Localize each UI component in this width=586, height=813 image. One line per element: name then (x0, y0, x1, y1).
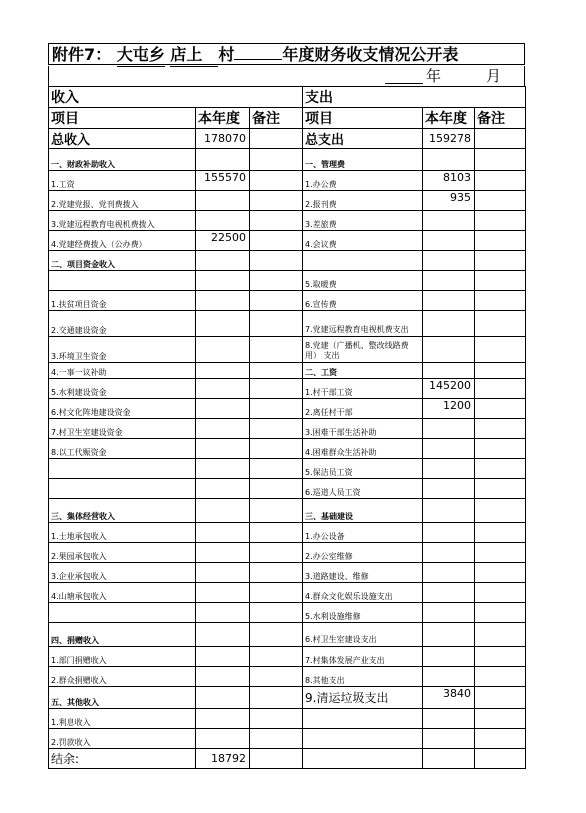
income-note (250, 419, 303, 439)
expense-item: 8.党建（广播机、整改线路费用） 支出 (303, 337, 423, 363)
income-note (250, 363, 303, 379)
expense-note (475, 459, 526, 479)
table-row (49, 479, 526, 499)
income-amount (196, 419, 250, 439)
expense-amount: 935 (423, 191, 475, 211)
income-amount (196, 729, 250, 749)
table-row (49, 623, 526, 647)
income-note-header: 备注 (250, 108, 303, 129)
income-amount (196, 149, 250, 171)
income-amount (196, 211, 250, 231)
income-item: 3.党建远程教育电视机费拨入 (49, 211, 196, 231)
income-item: 二、项目资金收入 (49, 251, 196, 271)
village-suffix: 村 (218, 45, 235, 64)
income-item: 2.罚款收入 (49, 729, 196, 749)
expense-item-header: 项目 (303, 108, 423, 129)
income-note (250, 149, 303, 171)
expense-note (475, 563, 526, 583)
expense-note (475, 399, 526, 419)
expense-item: 一、管理费 (303, 149, 423, 171)
income-note (250, 251, 303, 271)
expense-amount (423, 439, 475, 459)
income-amount (196, 291, 250, 311)
income-note (250, 171, 303, 191)
income-item: 2.群众捐赠收入 (49, 667, 196, 687)
income-note (250, 379, 303, 399)
income-amount (196, 311, 250, 337)
table-row (49, 251, 526, 271)
income-note (250, 709, 303, 729)
income-amount (196, 709, 250, 729)
income-item (49, 479, 196, 499)
income-item: 4.一事一议补助 (49, 363, 196, 379)
table-row (49, 311, 526, 337)
income-item-header: 项目 (49, 108, 196, 129)
expense-item: 2.离任村干部 (303, 399, 423, 419)
total-income-note (250, 129, 303, 149)
income-amount (196, 399, 250, 419)
expense-note (475, 687, 526, 709)
income-item: 1.工资 (49, 171, 196, 191)
income-item: 四、捐赠收入 (49, 623, 196, 647)
balance-value: 18792 (196, 749, 250, 769)
income-item: 一、财政补助收入 (49, 149, 196, 171)
expense-note (475, 379, 526, 399)
expense-note (475, 211, 526, 231)
income-note (250, 523, 303, 543)
expense-note (475, 623, 526, 647)
expense-amount (423, 337, 475, 363)
expense-amount: 8103 (423, 171, 475, 191)
balance-empty (423, 749, 475, 769)
income-amount (196, 191, 250, 211)
table-row (49, 363, 526, 379)
expense-item (303, 251, 423, 271)
expense-item: 5.水利设施维修 (303, 603, 423, 623)
table-row (49, 231, 526, 251)
expense-item: 三、基础建设 (303, 499, 423, 523)
expense-item: 1.办公设备 (303, 523, 423, 543)
expense-amount (423, 499, 475, 523)
income-item: 1.部门捐赠收入 (49, 647, 196, 667)
income-note (250, 337, 303, 363)
expense-item: 4.困难群众生活补助 (303, 439, 423, 459)
expense-item: 5.取暖费 (303, 271, 423, 291)
income-note (250, 311, 303, 337)
expense-item: 6.村卫生室建设支出 (303, 623, 423, 647)
expense-note (475, 667, 526, 687)
balance-label: 结余: (49, 749, 196, 769)
expense-item: 3.困难干部生活补助 (303, 419, 423, 439)
expense-note (475, 439, 526, 459)
expense-note (475, 583, 526, 603)
expense-year-header: 本年度 (423, 108, 475, 129)
expense-note (475, 419, 526, 439)
income-item: 三、集体经营收入 (49, 499, 196, 523)
year-blank (234, 59, 282, 60)
income-amount (196, 499, 250, 523)
expense-item: 二、工资 (303, 363, 423, 379)
total-expense-note (475, 129, 526, 149)
title-prefix: 附件7： (52, 45, 112, 64)
table-row (49, 667, 526, 687)
total-income-label: 总收入 (49, 129, 196, 149)
year-blank-line (385, 66, 423, 84)
income-note (250, 543, 303, 563)
table-row (49, 459, 526, 479)
income-item (49, 459, 196, 479)
table-row (49, 379, 526, 399)
income-year-header: 本年度 (196, 108, 250, 129)
expense-amount (423, 623, 475, 647)
balance-note (250, 749, 303, 769)
income-amount (196, 687, 250, 709)
income-amount (196, 623, 250, 647)
expense-amount (423, 667, 475, 687)
income-amount (196, 543, 250, 563)
expense-note (475, 149, 526, 171)
income-item: 6.村文化阵地建设资金 (49, 399, 196, 419)
expense-note (475, 729, 526, 749)
expense-item: 6.宣传费 (303, 291, 423, 311)
table-row (49, 583, 526, 603)
income-note (250, 687, 303, 709)
income-amount (196, 363, 250, 379)
expense-note (475, 709, 526, 729)
finance-table (48, 86, 526, 769)
income-item (49, 603, 196, 623)
income-item: 2.党建党报、党刊费拨入 (49, 191, 196, 211)
expense-item (303, 709, 423, 729)
expense-note (475, 271, 526, 291)
expense-header: 支出 (303, 87, 526, 108)
expense-amount (423, 603, 475, 623)
expense-note (475, 523, 526, 543)
expense-item: 7.党建远程教育电视机费支出 (303, 311, 423, 337)
expense-amount (423, 729, 475, 749)
month-label: 月 (486, 67, 502, 85)
expense-amount (423, 459, 475, 479)
expense-amount (423, 149, 475, 171)
table-row (49, 709, 526, 729)
table-row (49, 647, 526, 667)
expense-item: 8.其他支出 (303, 667, 423, 687)
table-row (49, 499, 526, 523)
township-name: 大屯乡 (117, 44, 165, 67)
expense-amount (423, 479, 475, 499)
income-amount (196, 271, 250, 291)
total-expense-label: 总支出 (303, 129, 423, 149)
expense-item: 6.巡道人员工资 (303, 479, 423, 499)
expense-amount (423, 211, 475, 231)
total-expense-value: 159278 (423, 129, 475, 149)
income-item: 五、其他收入 (49, 687, 196, 709)
expense-amount: 145200 (423, 379, 475, 399)
income-header: 收入 (49, 87, 303, 108)
table-row (49, 563, 526, 583)
expense-amount (423, 291, 475, 311)
income-amount (196, 459, 250, 479)
expense-amount (423, 543, 475, 563)
expense-note (475, 363, 526, 379)
income-note (250, 583, 303, 603)
income-note (250, 563, 303, 583)
expense-amount (423, 583, 475, 603)
expense-note (475, 291, 526, 311)
income-note (250, 399, 303, 419)
income-note (250, 479, 303, 499)
expense-item: 4.群众文化娱乐设施支出 (303, 583, 423, 603)
income-amount (196, 647, 250, 667)
expense-amount (423, 647, 475, 667)
income-amount (196, 667, 250, 687)
income-amount (196, 439, 250, 459)
expense-note-header: 备注 (475, 108, 526, 129)
income-amount (196, 583, 250, 603)
income-note (250, 623, 303, 647)
income-amount (196, 379, 250, 399)
village-name: 店上 (170, 44, 218, 67)
expense-item: 5.保洁员工资 (303, 459, 423, 479)
income-item: 2.果园承包收入 (49, 543, 196, 563)
income-item: 3.企业承包收入 (49, 563, 196, 583)
income-note (250, 729, 303, 749)
expense-amount: 3840 (423, 687, 475, 709)
income-note (250, 231, 303, 251)
balance-empty (303, 749, 423, 769)
expense-note (475, 499, 526, 523)
expense-note (475, 191, 526, 211)
expense-item: 3.差旅费 (303, 211, 423, 231)
income-note (250, 439, 303, 459)
expense-note (475, 603, 526, 623)
income-item: 1.利息收入 (49, 709, 196, 729)
date-line (48, 66, 525, 86)
income-amount: 155570 (196, 171, 250, 191)
expense-amount (423, 709, 475, 729)
income-amount (196, 479, 250, 499)
income-item: 3.环境卫生资金 (49, 337, 196, 363)
income-note (250, 211, 303, 231)
table-row (49, 149, 526, 171)
income-item: 5.水利建设资金 (49, 379, 196, 399)
income-amount (196, 563, 250, 583)
income-amount (196, 337, 250, 363)
table-row (49, 291, 526, 311)
table-row (49, 439, 526, 459)
expense-item: 1.办公费 (303, 171, 423, 191)
expense-amount (423, 523, 475, 543)
income-note (250, 291, 303, 311)
income-item: 8.以工代赈资金 (49, 439, 196, 459)
income-amount: 22500 (196, 231, 250, 251)
balance-row (49, 749, 526, 769)
income-note (250, 667, 303, 687)
expense-item: 2.报刊费 (303, 191, 423, 211)
expense-amount (423, 231, 475, 251)
title-rest: 年度财务收支情况公开表 (282, 45, 459, 64)
expense-item: 2.办公室维修 (303, 543, 423, 563)
expense-item: 1.村干部工资 (303, 379, 423, 399)
income-note (250, 191, 303, 211)
income-item (49, 271, 196, 291)
balance-empty (475, 749, 526, 769)
income-item: 1.扶贫项目资金 (49, 291, 196, 311)
table-row (49, 419, 526, 439)
expense-note (475, 231, 526, 251)
expense-item: 3.道路建设、维修 (303, 563, 423, 583)
table-row (49, 191, 526, 211)
income-item: 4.党建经费拨入（公办费） (49, 231, 196, 251)
income-item: 1.土地承包收入 (49, 523, 196, 543)
income-amount (196, 251, 250, 271)
table-row (49, 171, 526, 191)
expense-amount (423, 563, 475, 583)
expense-note (475, 543, 526, 563)
expense-amount: 1200 (423, 399, 475, 419)
income-note (250, 271, 303, 291)
form-title (48, 43, 525, 65)
expense-amount (423, 271, 475, 291)
expense-note (475, 311, 526, 337)
expense-note (475, 251, 526, 271)
income-item: 7.村卫生室建设资金 (49, 419, 196, 439)
total-income-value: 178070 (196, 129, 250, 149)
income-note (250, 499, 303, 523)
table-row (49, 687, 526, 709)
table-row (49, 729, 526, 749)
year-label: 年 (426, 67, 442, 85)
expense-amount (423, 251, 475, 271)
table-row (49, 523, 526, 543)
expense-amount (423, 311, 475, 337)
expense-note (475, 171, 526, 191)
table-row (49, 603, 526, 623)
expense-amount (423, 419, 475, 439)
expense-amount (423, 363, 475, 379)
expense-item: 9.清运垃圾支出 (303, 687, 423, 709)
income-note (250, 459, 303, 479)
income-item: 4.山塘承包收入 (49, 583, 196, 603)
expense-item (303, 729, 423, 749)
expense-item: 4.会议费 (303, 231, 423, 251)
table-row (49, 543, 526, 563)
income-note (250, 603, 303, 623)
income-amount (196, 523, 250, 543)
table-row (49, 337, 526, 363)
table-row (49, 399, 526, 419)
income-item: 2.交通建设资金 (49, 311, 196, 337)
income-note (250, 647, 303, 667)
expense-note (475, 337, 526, 363)
table-row (49, 271, 526, 291)
income-amount (196, 603, 250, 623)
expense-note (475, 647, 526, 667)
expense-note (475, 479, 526, 499)
table-row (49, 211, 526, 231)
expense-item: 7.村集体发展产业支出 (303, 647, 423, 667)
